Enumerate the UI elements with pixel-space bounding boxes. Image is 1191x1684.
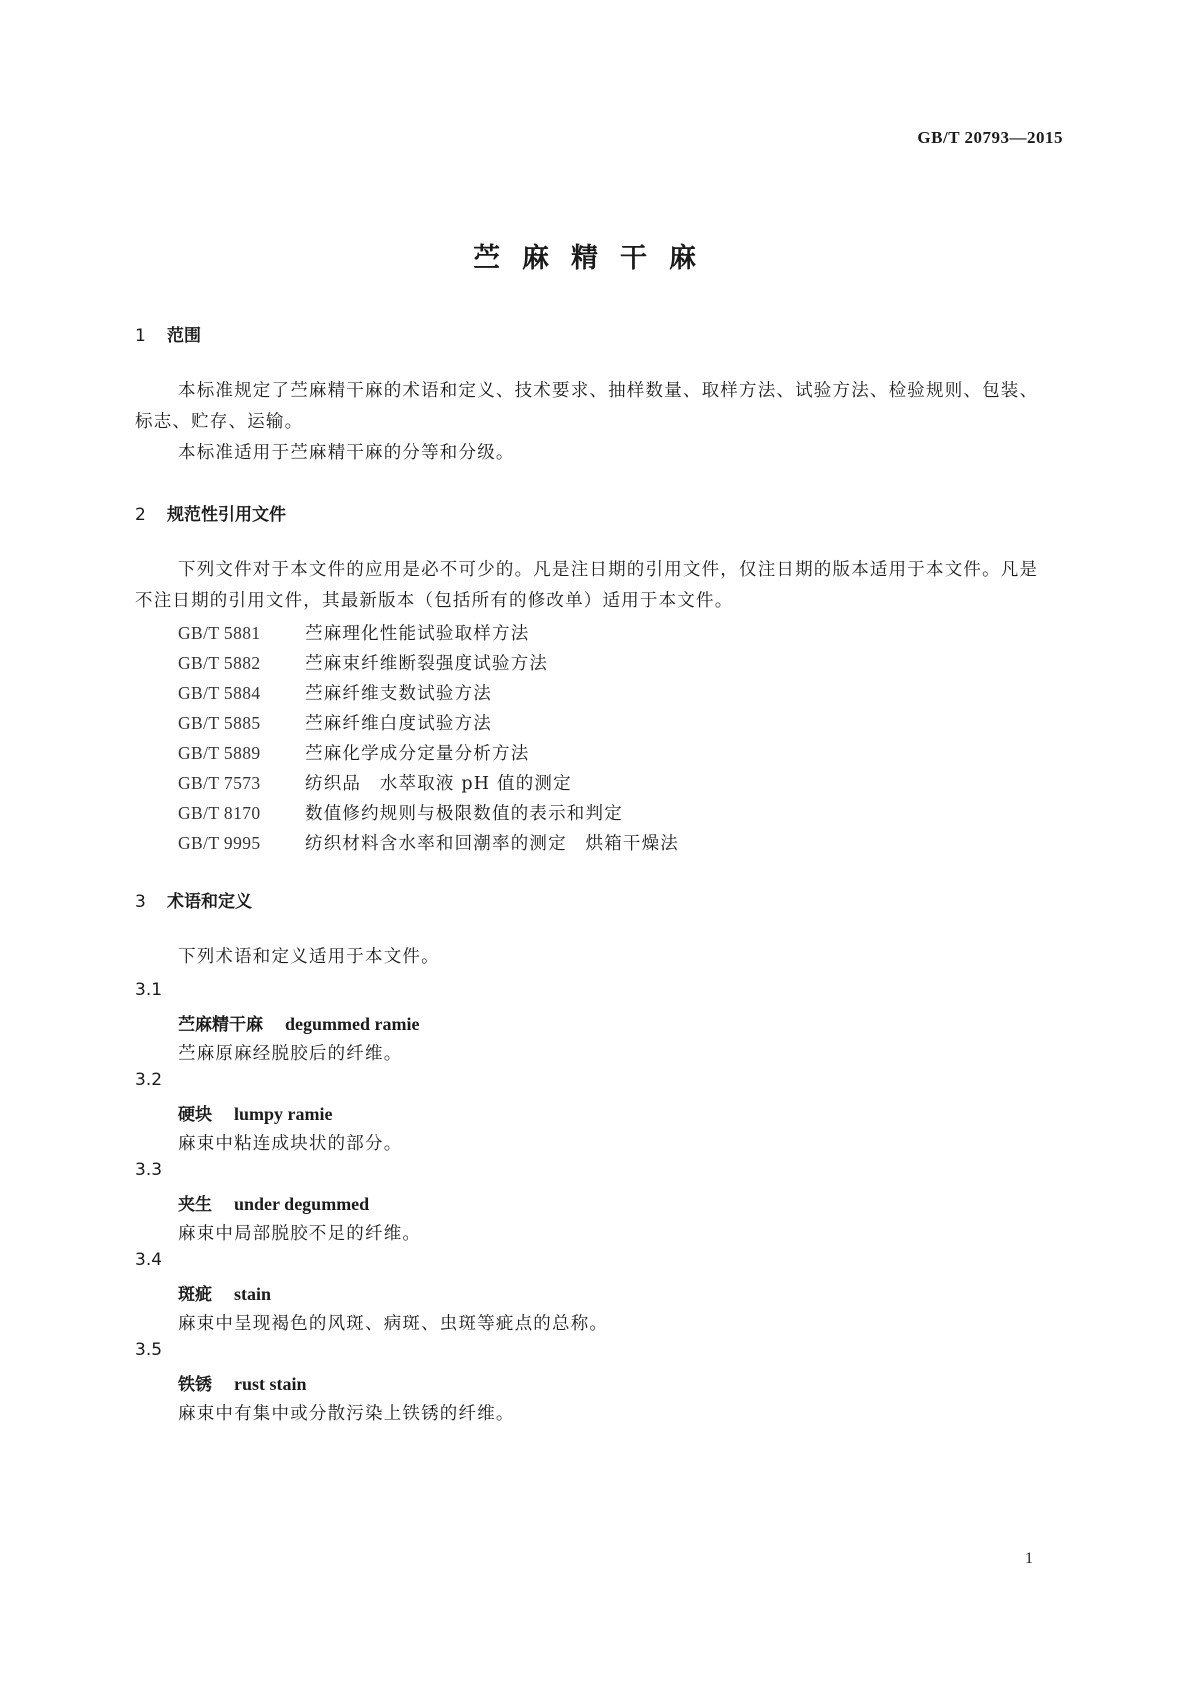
- term-heading: [178, 1370, 307, 1395]
- reference-code: GB/T 5885: [178, 713, 261, 733]
- term-number: 3.2: [135, 1070, 163, 1090]
- reference-title: 苎麻束纤维断裂强度试验方法: [305, 654, 549, 674]
- term-definition: 麻束中粘连成块状的部分。: [178, 1134, 403, 1154]
- term-definition: 苎麻原麻经脱胶后的纤维。: [178, 1044, 403, 1064]
- term-number: 3.3: [135, 1160, 163, 1180]
- scope-paragraph-2: 本标准适用于苎麻精干麻的分等和分级。: [178, 443, 515, 463]
- reference-title: 数值修约规则与极限数值的表示和判定: [305, 804, 623, 824]
- reference-item: [178, 620, 529, 645]
- reference-title: 纺织材料含水率和回潮率的测定 烘箱干燥法: [305, 834, 679, 854]
- section-number: 1: [135, 326, 146, 346]
- reference-item: [178, 770, 572, 795]
- reference-title: 苎麻理化性能试验取样方法: [305, 624, 530, 644]
- term-definition: 麻束中局部脱胶不足的纤维。: [178, 1224, 422, 1244]
- reference-item: [178, 800, 623, 825]
- section-1-heading: [135, 321, 201, 346]
- reference-code: GB/T 5882: [178, 653, 261, 673]
- reference-item: [178, 830, 679, 855]
- term-number: 3.4: [135, 1250, 163, 1270]
- reference-title: 纺织品 水萃取液 pH 值的测定: [305, 774, 572, 794]
- reference-code: GB/T 8170: [178, 803, 261, 823]
- term-english: under degummed: [234, 1194, 370, 1214]
- section-title: 规范性引用文件: [167, 505, 286, 525]
- reference-title: 苎麻纤维白度试验方法: [305, 714, 492, 734]
- term-definition: 麻束中有集中或分散污染上铁锈的纤维。: [178, 1404, 515, 1424]
- reference-item: [178, 740, 529, 765]
- reference-code: GB/T 5889: [178, 743, 261, 763]
- term-heading: [178, 1280, 271, 1305]
- term-english: rust stain: [234, 1374, 307, 1394]
- reference-code: GB/T 5881: [178, 623, 261, 643]
- term-english: degummed ramie: [285, 1014, 420, 1034]
- reference-code: GB/T 7573: [178, 773, 261, 793]
- reference-item: [178, 650, 548, 675]
- section-title: 术语和定义: [167, 892, 252, 912]
- term-chinese: 夹生: [178, 1195, 212, 1215]
- section-2-heading: [135, 500, 286, 525]
- section-number: 2: [135, 505, 146, 525]
- term-heading: [178, 1010, 419, 1035]
- section-number: 3: [135, 892, 146, 912]
- reference-item: [178, 680, 492, 705]
- term-heading: [178, 1100, 333, 1125]
- document-title: 苎麻精干麻: [473, 243, 718, 274]
- term-number: 3.5: [135, 1340, 163, 1360]
- term-chinese: 苎麻精干麻: [178, 1015, 263, 1035]
- standard-number: GB/T 20793—2015: [917, 128, 1063, 147]
- term-chinese: 斑疵: [178, 1285, 212, 1305]
- reference-title: 苎麻纤维支数试验方法: [305, 684, 492, 704]
- term-heading: [178, 1190, 369, 1215]
- term-definition: 麻束中呈现褐色的风斑、病斑、虫斑等疵点的总称。: [178, 1314, 609, 1334]
- term-chinese: 硬块: [178, 1105, 212, 1125]
- reference-code: GB/T 5884: [178, 683, 261, 703]
- reference-item: [178, 710, 492, 735]
- section-3-heading: [135, 887, 252, 912]
- reference-title: 苎麻化学成分定量分析方法: [305, 744, 530, 764]
- section-title: 范围: [167, 326, 201, 346]
- page-number: 1: [1025, 1550, 1033, 1567]
- term-english: stain: [234, 1284, 272, 1304]
- term-english: lumpy ramie: [234, 1104, 333, 1124]
- scope-paragraph-1: 本标准规定了苎麻精干麻的术语和定义、技术要求、抽样数量、取样方法、试验方法、检验规则、包装、标志、贮存、运输。: [135, 381, 1039, 432]
- references-intro: 下列文件对于本文件的应用是必不可少的。凡是注日期的引用文件，仅注日期的版本适用于本文件。凡是不注日期的引用文件，其最新版本（包括所有的修改单）适用于本文件。: [135, 560, 1039, 611]
- reference-code: GB/T 9995: [178, 833, 261, 853]
- term-chinese: 铁锈: [178, 1375, 212, 1395]
- term-number: 3.1: [135, 980, 163, 1000]
- terms-intro: 下列术语和定义适用于本文件。: [178, 947, 440, 967]
